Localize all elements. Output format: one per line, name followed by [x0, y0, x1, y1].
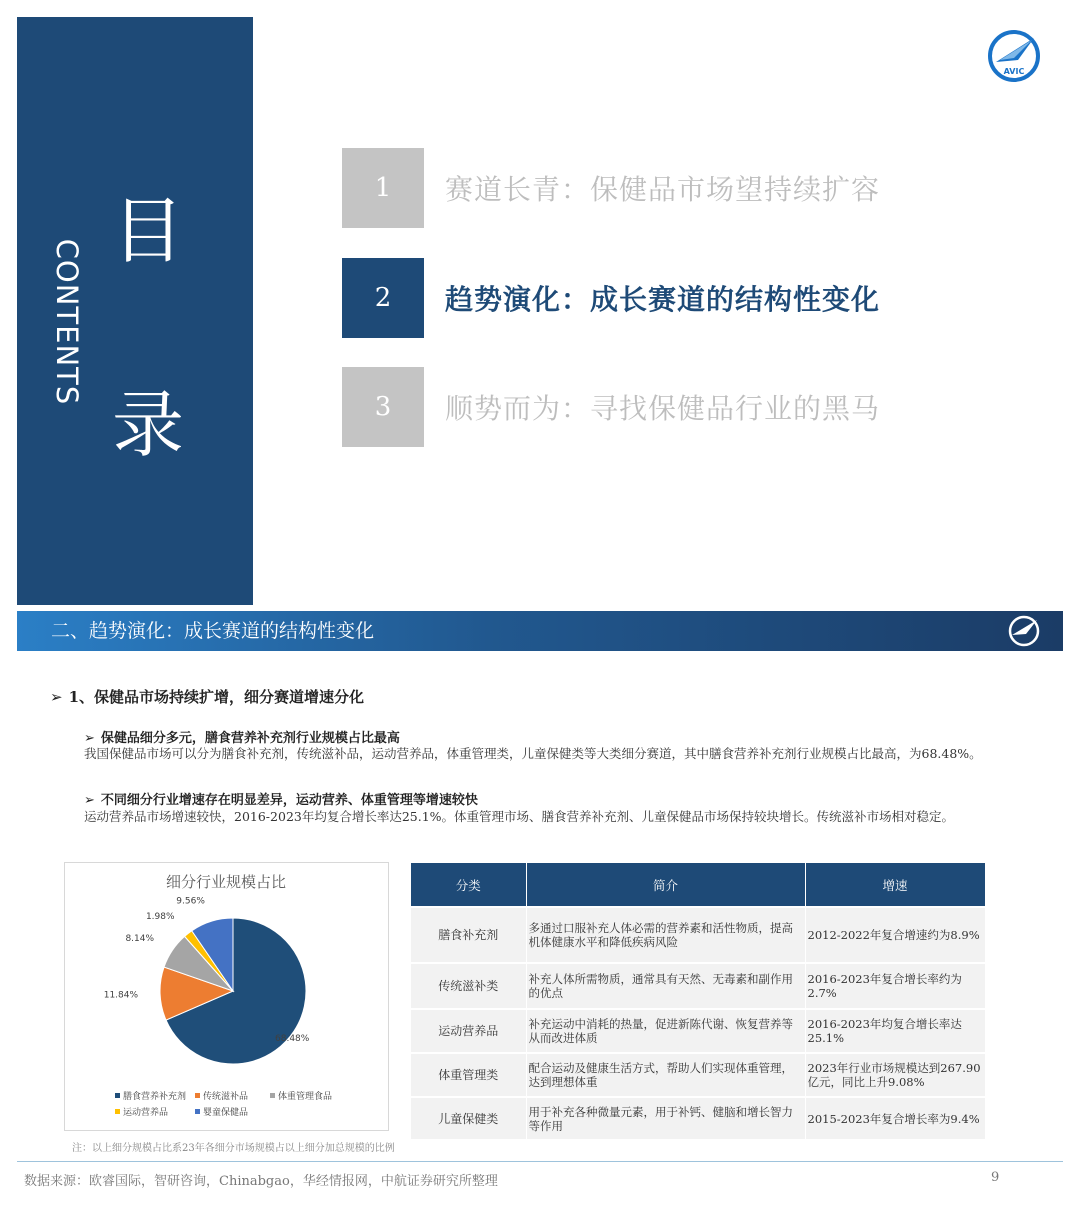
table-row	[411, 1097, 985, 1139]
table-row	[411, 963, 985, 1009]
section-header-bar	[17, 611, 1063, 651]
legend-label: 传统滋补品	[203, 1092, 249, 1102]
table-cell-growth: 2015-2023年复合增长率为9.4%	[805, 1097, 985, 1139]
arrow-bullet-icon: ➢	[84, 731, 95, 746]
legend-swatch	[115, 1109, 120, 1114]
table-header-description: 简介	[526, 863, 805, 907]
toc-number: 3	[342, 367, 424, 447]
legend-label: 体重管理食品	[278, 1092, 333, 1102]
toc-item-2[interactable]	[342, 258, 962, 338]
table-row	[411, 907, 985, 963]
contents-label: CONTENTS	[50, 238, 84, 406]
subheading-1: ➢ 保健品细分多元，膳食营养补充剂行业规模占比最高	[84, 731, 400, 746]
page-number: 9	[991, 1170, 1000, 1185]
pie-chart	[65, 863, 388, 1130]
table-cell-description: 多通过口服补充人体必需的营养素和活性物质，提高机体健康水平和降低疾病风险	[526, 907, 805, 963]
legend-swatch	[195, 1093, 200, 1098]
table-cell-description: 补充人体所需物质，通常具有天然、无毒素和副作用的优点	[526, 963, 805, 1009]
avic-small-logo-icon	[1007, 615, 1041, 647]
table-header-growth: 增速	[805, 863, 985, 907]
table-row	[411, 1009, 985, 1053]
table-cell-growth: 2012-2022年复合增速约为8.9%	[805, 907, 985, 963]
toc-item-1[interactable]	[342, 148, 962, 228]
arrow-bullet-icon: ➢	[50, 688, 63, 706]
table-cell-category: 传统滋补类	[411, 963, 526, 1009]
table-cell-description: 补充运动中消耗的热量，促进新陈代谢、恢复营养等从而改进体质	[526, 1009, 805, 1053]
avic-logo-text: AVIC	[1003, 67, 1025, 76]
table-header-category: 分类	[411, 863, 526, 907]
chart-note: 注：以上细分规模占比系23年各细分市场规模占以上细分加总规模的比例	[72, 1143, 395, 1154]
pie-chart-container	[64, 862, 389, 1131]
pie-data-label: 11.84%	[103, 990, 139, 1001]
table-cell-description: 用于补充各种微量元素，用于补钙、健脑和增长智力等作用	[526, 1097, 805, 1139]
legend-label: 运动营养品	[123, 1108, 169, 1118]
toc-item-3[interactable]	[342, 367, 962, 447]
arrow-bullet-icon: ➢	[84, 793, 95, 808]
legend-label: 婴童保健品	[203, 1108, 249, 1118]
contents-panel	[17, 17, 253, 605]
toc-number: 2	[342, 258, 424, 338]
contents-char-mu: 目	[112, 189, 185, 273]
main-heading: ➢ 1、保健品市场持续扩增，细分赛道增速分化	[50, 688, 365, 706]
legend-swatch	[270, 1093, 275, 1098]
toc-number: 1	[342, 148, 424, 228]
pie-data-label: 1.98%	[145, 912, 175, 923]
pie-data-label: 8.14%	[125, 934, 155, 945]
legend-swatch	[115, 1093, 120, 1098]
data-source: 数据来源：欧睿国际，智研咨询，Chinabgao，华经情报网，中航证券研究所整理	[24, 1174, 498, 1189]
table-cell-category: 体重管理类	[411, 1053, 526, 1097]
table-cell-category: 运动营养品	[411, 1009, 526, 1053]
contents-char-lu: 录	[112, 383, 185, 467]
table-cell-growth: 2016-2023年均复合增长率达25.1%	[805, 1009, 985, 1053]
table-cell-growth: 2023年行业市场规模达到267.90亿元，同比上升9.08%	[805, 1053, 985, 1097]
table-cell-description: 配合运动及健康生活方式，帮助人们实现体重管理，达到理想体重	[526, 1053, 805, 1097]
paragraph-2: 运动营养品市场增速较快，2016-2023年均复合增长率达25.1%。体重管理市场、膳食营养补充剂、儿童保健品市场保持较块增长。传统滋补市场相对稳定。	[84, 809, 955, 824]
paragraph-1: 我国保健品市场可以分为膳食补充剂，传统滋补品，运动营养品，体重管理类，儿童保健类等大类细分赛道，其中膳食营养补充剂行业规模占比最高，为68.48%。	[84, 746, 982, 761]
table-cell-category: 儿童保健类	[411, 1097, 526, 1139]
chart-title: 细分行业规模占比	[165, 873, 287, 891]
segment-table	[411, 863, 986, 1139]
legend-swatch	[195, 1109, 200, 1114]
table-cell-growth: 2016-2023年复合增长率约为2.7%	[805, 963, 985, 1009]
toc-title: 顺势而为：寻找保健品行业的黑马	[445, 392, 881, 425]
section-title: 二、趋势演化：成长赛道的结构性变化	[51, 620, 375, 642]
avic-logo-icon	[988, 30, 1040, 82]
table-cell-category: 膳食补充剂	[411, 907, 526, 963]
toc-title: 赛道长青：保健品市场望持续扩容	[445, 173, 881, 206]
toc-title: 趋势演化：成长赛道的结构性变化	[445, 283, 881, 316]
pie-data-label: 9.56%	[176, 896, 205, 907]
pie-data-label: 68.48%	[275, 1034, 310, 1044]
table-row	[411, 1053, 985, 1097]
footer-divider	[17, 1161, 1063, 1162]
legend-label: 膳食营养补充剂	[123, 1092, 187, 1102]
subheading-2: ➢ 不同细分行业增速存在明显差异，运动营养、体重管理等增速较快	[84, 793, 478, 808]
